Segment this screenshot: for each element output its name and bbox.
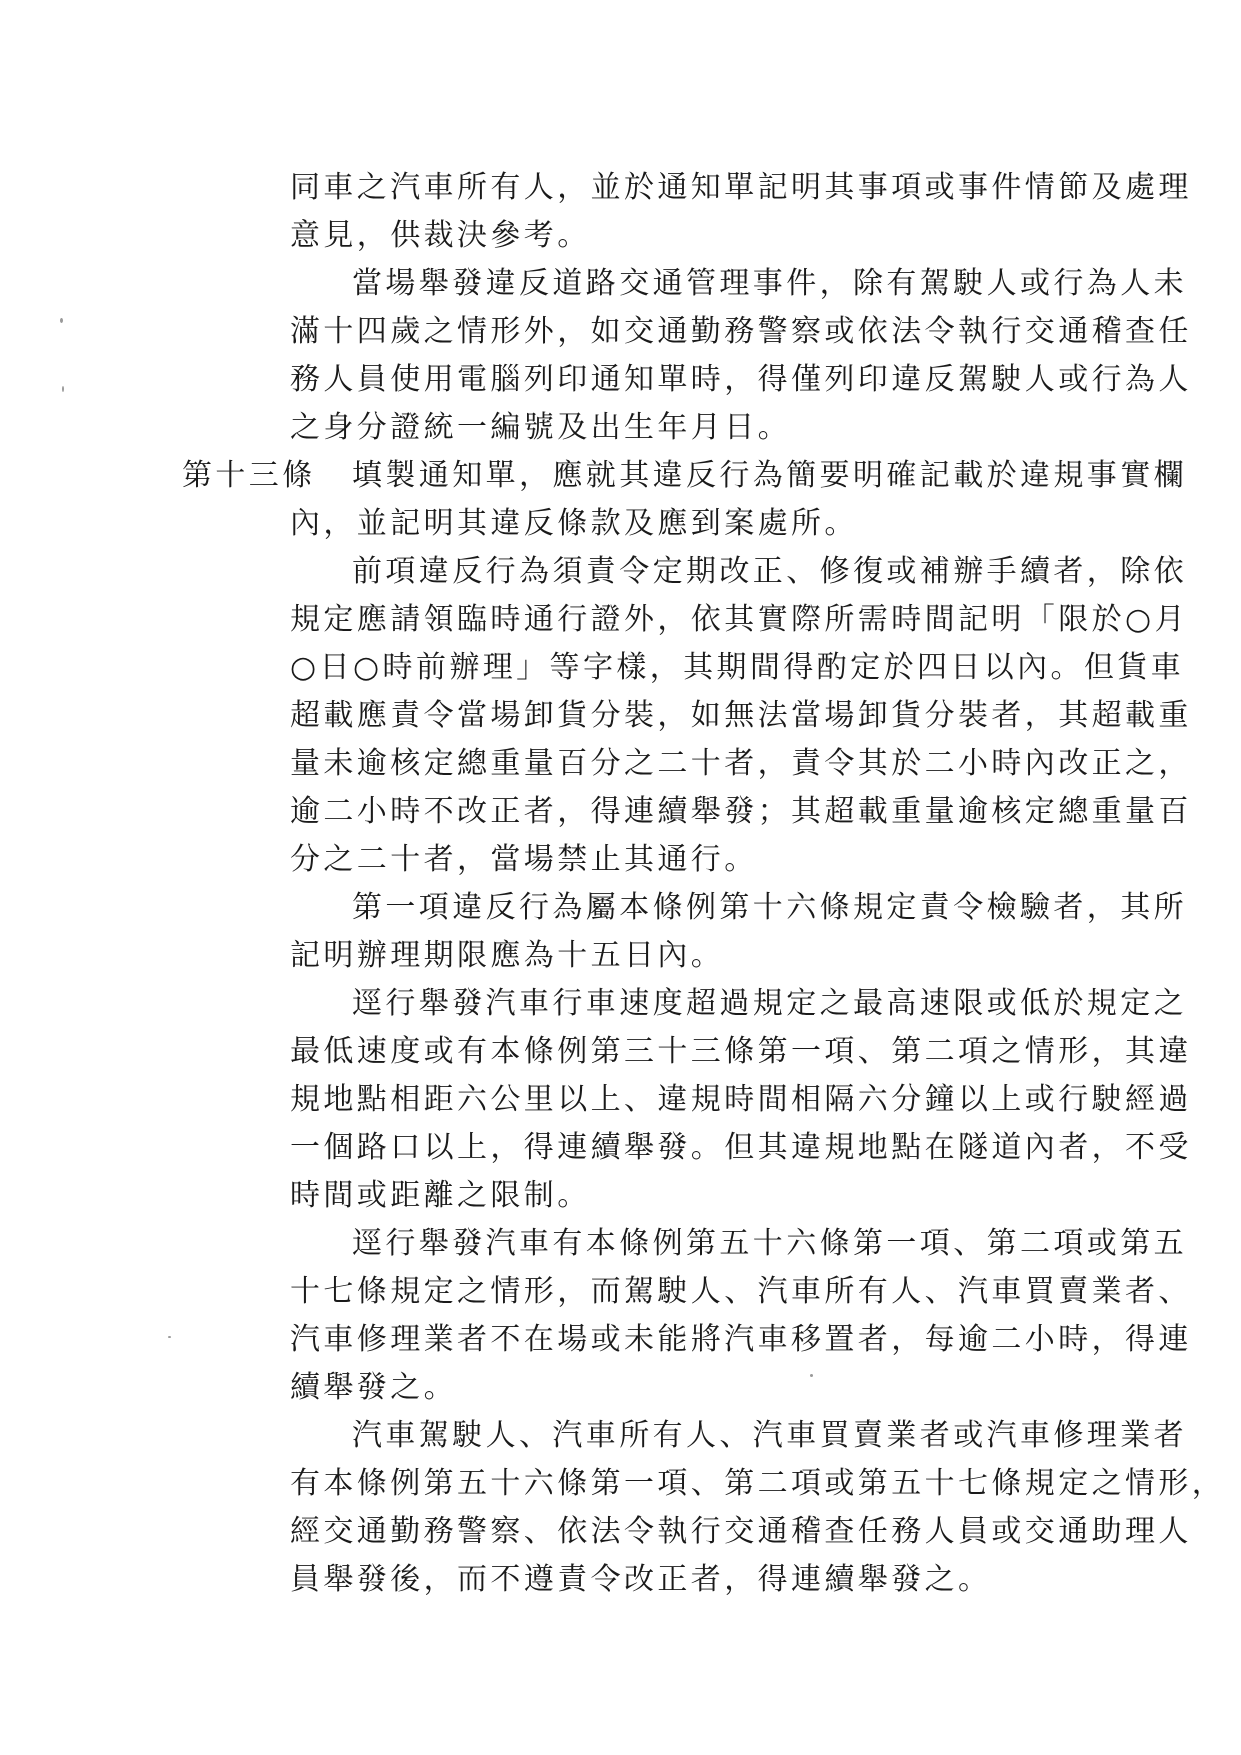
paragraph-line: 經交通勤務警察、依法令執行交通稽查任務人員或交通助理人	[290, 1514, 1192, 1549]
paragraph-line: 汽車修理業者不在場或未能將汽車移置者，每逾二小時，得連	[290, 1322, 1192, 1357]
paragraph-line: 規定應請領臨時通行證外，依其實際所需時間記明「限於○月	[290, 602, 1188, 637]
paragraph-line: 員舉發後，而不遵責令改正者，得連續舉發之。	[290, 1562, 992, 1597]
paragraph-line: 填製通知單，應就其違反行為簡要明確記載於違規事實欄	[352, 458, 1187, 493]
paragraph-line: 量未逾核定總重量百分之二十者，責令其於二小時內改正之，	[290, 746, 1192, 781]
scan-speck	[810, 1374, 813, 1377]
paragraph-line: 一個路口以上，得連續舉發。但其違規地點在隧道內者，不受	[290, 1130, 1192, 1165]
paragraph-line: 逕行舉發汽車行車速度超過規定之最高速限或低於規定之	[352, 986, 1187, 1021]
scan-speck	[168, 1336, 171, 1338]
paragraph-line: 之身分證統一編號及出生年月日。	[290, 410, 791, 445]
paragraph-line: 汽車駕駛人、汽車所有人、汽車買賣業者或汽車修理業者	[352, 1418, 1187, 1453]
paragraph-line: 內，並記明其違反條款及應到案處所。	[290, 506, 858, 541]
paragraph-line: 規地點相距六公里以上、違規時間相隔六分鐘以上或行駛經過	[290, 1082, 1192, 1117]
paragraph-line: 分之二十者，當場禁止其通行。	[290, 842, 758, 877]
paragraph-line: 超載應責令當場卸貨分裝，如無法當場卸貨分裝者，其超載重	[290, 698, 1192, 733]
paragraph-line: 意見，供裁決參考。	[290, 218, 591, 253]
paragraph-line: 當場舉發違反道路交通管理事件，除有駕駛人或行為人未	[352, 266, 1187, 301]
paragraph-line: 滿十四歲之情形外，如交通勤務警察或依法令執行交通稽查任	[290, 314, 1192, 349]
paragraph-line: 同車之汽車所有人，並於通知單記明其事項或事件情節及處理	[290, 170, 1192, 205]
paragraph-line: 記明辦理期限應為十五日內。	[290, 938, 725, 973]
paragraph-line: 務人員使用電腦列印通知單時，得僅列印違反駕駛人或行為人	[290, 362, 1192, 397]
scan-speck	[60, 318, 63, 323]
paragraph-line: 逕行舉發汽車有本條例第五十六條第一項、第二項或第五	[352, 1226, 1187, 1261]
paragraph-line: ○日○時前辦理」等字樣，其期間得酌定於四日以內。但貨車	[290, 650, 1185, 685]
paragraph-line: 十七條規定之情形，而駕駛人、汽車所有人、汽車買賣業者、	[290, 1274, 1192, 1309]
paragraph-line: 續舉發之。	[290, 1370, 457, 1405]
scan-speck	[62, 386, 64, 392]
article-heading: 第十三條	[182, 458, 316, 493]
paragraph-line: 時間或距離之限制。	[290, 1178, 591, 1213]
paragraph-line: 逾二小時不改正者，得連續舉發；其超載重量逾核定總重量百	[290, 794, 1192, 829]
paragraph-line: 前項違反行為須責令定期改正、修復或補辦手續者，除依	[352, 554, 1187, 589]
paragraph-line: 有本條例第五十六條第一項、第二項或第五十七條規定之情形，	[290, 1466, 1226, 1501]
paragraph-line: 最低速度或有本條例第三十三條第一項、第二項之情形，其違	[290, 1034, 1192, 1069]
paragraph-line: 第一項違反行為屬本條例第十六條規定責令檢驗者，其所	[352, 890, 1187, 925]
